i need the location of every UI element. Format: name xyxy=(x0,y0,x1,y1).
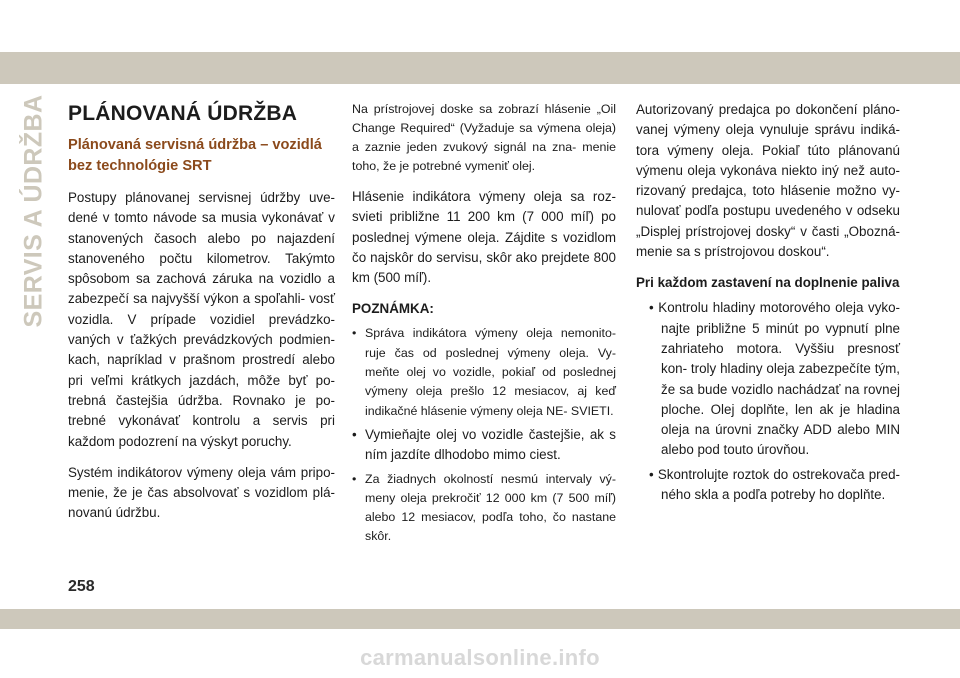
refuel-heading: Pri každom zastavení na doplnenie paliva xyxy=(636,275,900,291)
paragraph-dealer-reset: Autorizovaný predajca po dokončení pláno- vanej výmeny oleja vynuluje správu indiká- tora výmeny oleja. Pokiaľ túto plánovanú výmenu oleja vykonáva niekto iný než auto- rizovaný predajca, toto hlásenie možno vy- nulovať podľa postupu uvedeného v odseku „Displej prístrojovej dosky“ v časti „Obozná- menie sa s prístrojovou doskou“. xyxy=(636,102,900,260)
note-item: • Za žiadnych okolností nesmú intervaly vý- meny oleja prekročiť 12 000 km (7 500 míľ) alebo 12 mesiacov, podľa toho, čo nastane skôr. xyxy=(352,470,616,547)
paragraph-oil-interval: Hlásenie indikátora výmeny oleja sa roz- svieti približne 11 200 km (7 000 míľ) po poslednej výmene oleja. Zájdite s vozidlom čo najskôr do servisu, skôr ako prejdete 800 km (500 míľ). xyxy=(352,189,616,286)
column-right xyxy=(636,100,900,509)
paragraph-oil-message: Na prístrojovej doske sa zobrazí hlásenie „Oil Change Required“ (Vyžaduje sa výmena oleja) a zaznie jeden zvukový signál na zna- menie toho, že je potrebné vymeniť olej. xyxy=(352,102,616,173)
side-label-text: SERVIS A ÚDRŽBA xyxy=(19,94,48,328)
page-number: 258 xyxy=(68,578,95,595)
paragraph-oil-indicator: Systém indikátorov výmeny oleja vám pripo- menie, že je čas absolvovať s vozidlom plá- novanú údržbu. xyxy=(68,464,335,521)
watermark: carmanualsonline.info xyxy=(360,645,600,670)
page-title: PLÁNOVANÁ ÚDRŽBA xyxy=(68,102,298,125)
header-band xyxy=(0,52,960,84)
note-item: • Správa indikátora výmeny oleja nemonito- ruje čas od poslednej výmeny oleja. Vy- meňte olej vo vozidle, pokiaľ od poslednej výmeny oleja prešlo 12 mesiacov, aj keď indikačné hlásenie výmeny oleja NE- SVIETI. xyxy=(352,324,616,420)
checklist-item: • Skontrolujte roztok do ostrekovača pred- ného skla a podľa potreby ho doplňte. xyxy=(649,466,900,503)
column-left xyxy=(68,100,335,535)
footer-band xyxy=(0,609,960,629)
note-title: POZNÁMKA: xyxy=(352,301,434,317)
refuel-checklist xyxy=(636,298,900,505)
note-item: • Vymieňajte olej vo vozidle častejšie, ak s ním jazdíte dlhodobo mimo ciest. xyxy=(352,425,616,466)
section-side-label xyxy=(19,94,48,328)
checklist-item: • Kontrolu hladiny motorového oleja vyko- najte približne 5 minút po vypnutí plne zahriateho motora. Vyššiu presnosť kon- troly hladiny oleja zabezpečíte tým, že sa bude vozidlo nachádzať na rovnej ploche. Olej doplňte, len ak je hladina oleja na úrovni značky ADD alebo MIN alebo pod touto úrovňou. xyxy=(649,300,900,458)
note-list xyxy=(352,324,616,546)
paragraph-intro: Postupy plánovanej servisnej údržby uve- dené v tomto návode sa musia vykonávať v stanovených časoch alebo po najazdení stanoveného počtu kilometrov. Takýmto spôsobom sa zachová záruka na vozidlo a zabezpečí sa najvyšší výkon a spoľahli- vosť vozidla. V prípade vozidiel prevádzko- vaných v ťažkých prevádzkových podmien- kach, napríklad v prašnom prostredí alebo pri veľmi krátkych jazdách, môže byť po- trebná častejšia údržba. Rovnako je po- trebné vykonávať kontrolu a servis pri každom podozrení na výskyt poruchy. xyxy=(68,190,335,449)
section-subtitle: Plánovaná servisná údržba – vozidlá bez technológie SRT xyxy=(68,137,322,174)
column-middle xyxy=(352,100,616,551)
